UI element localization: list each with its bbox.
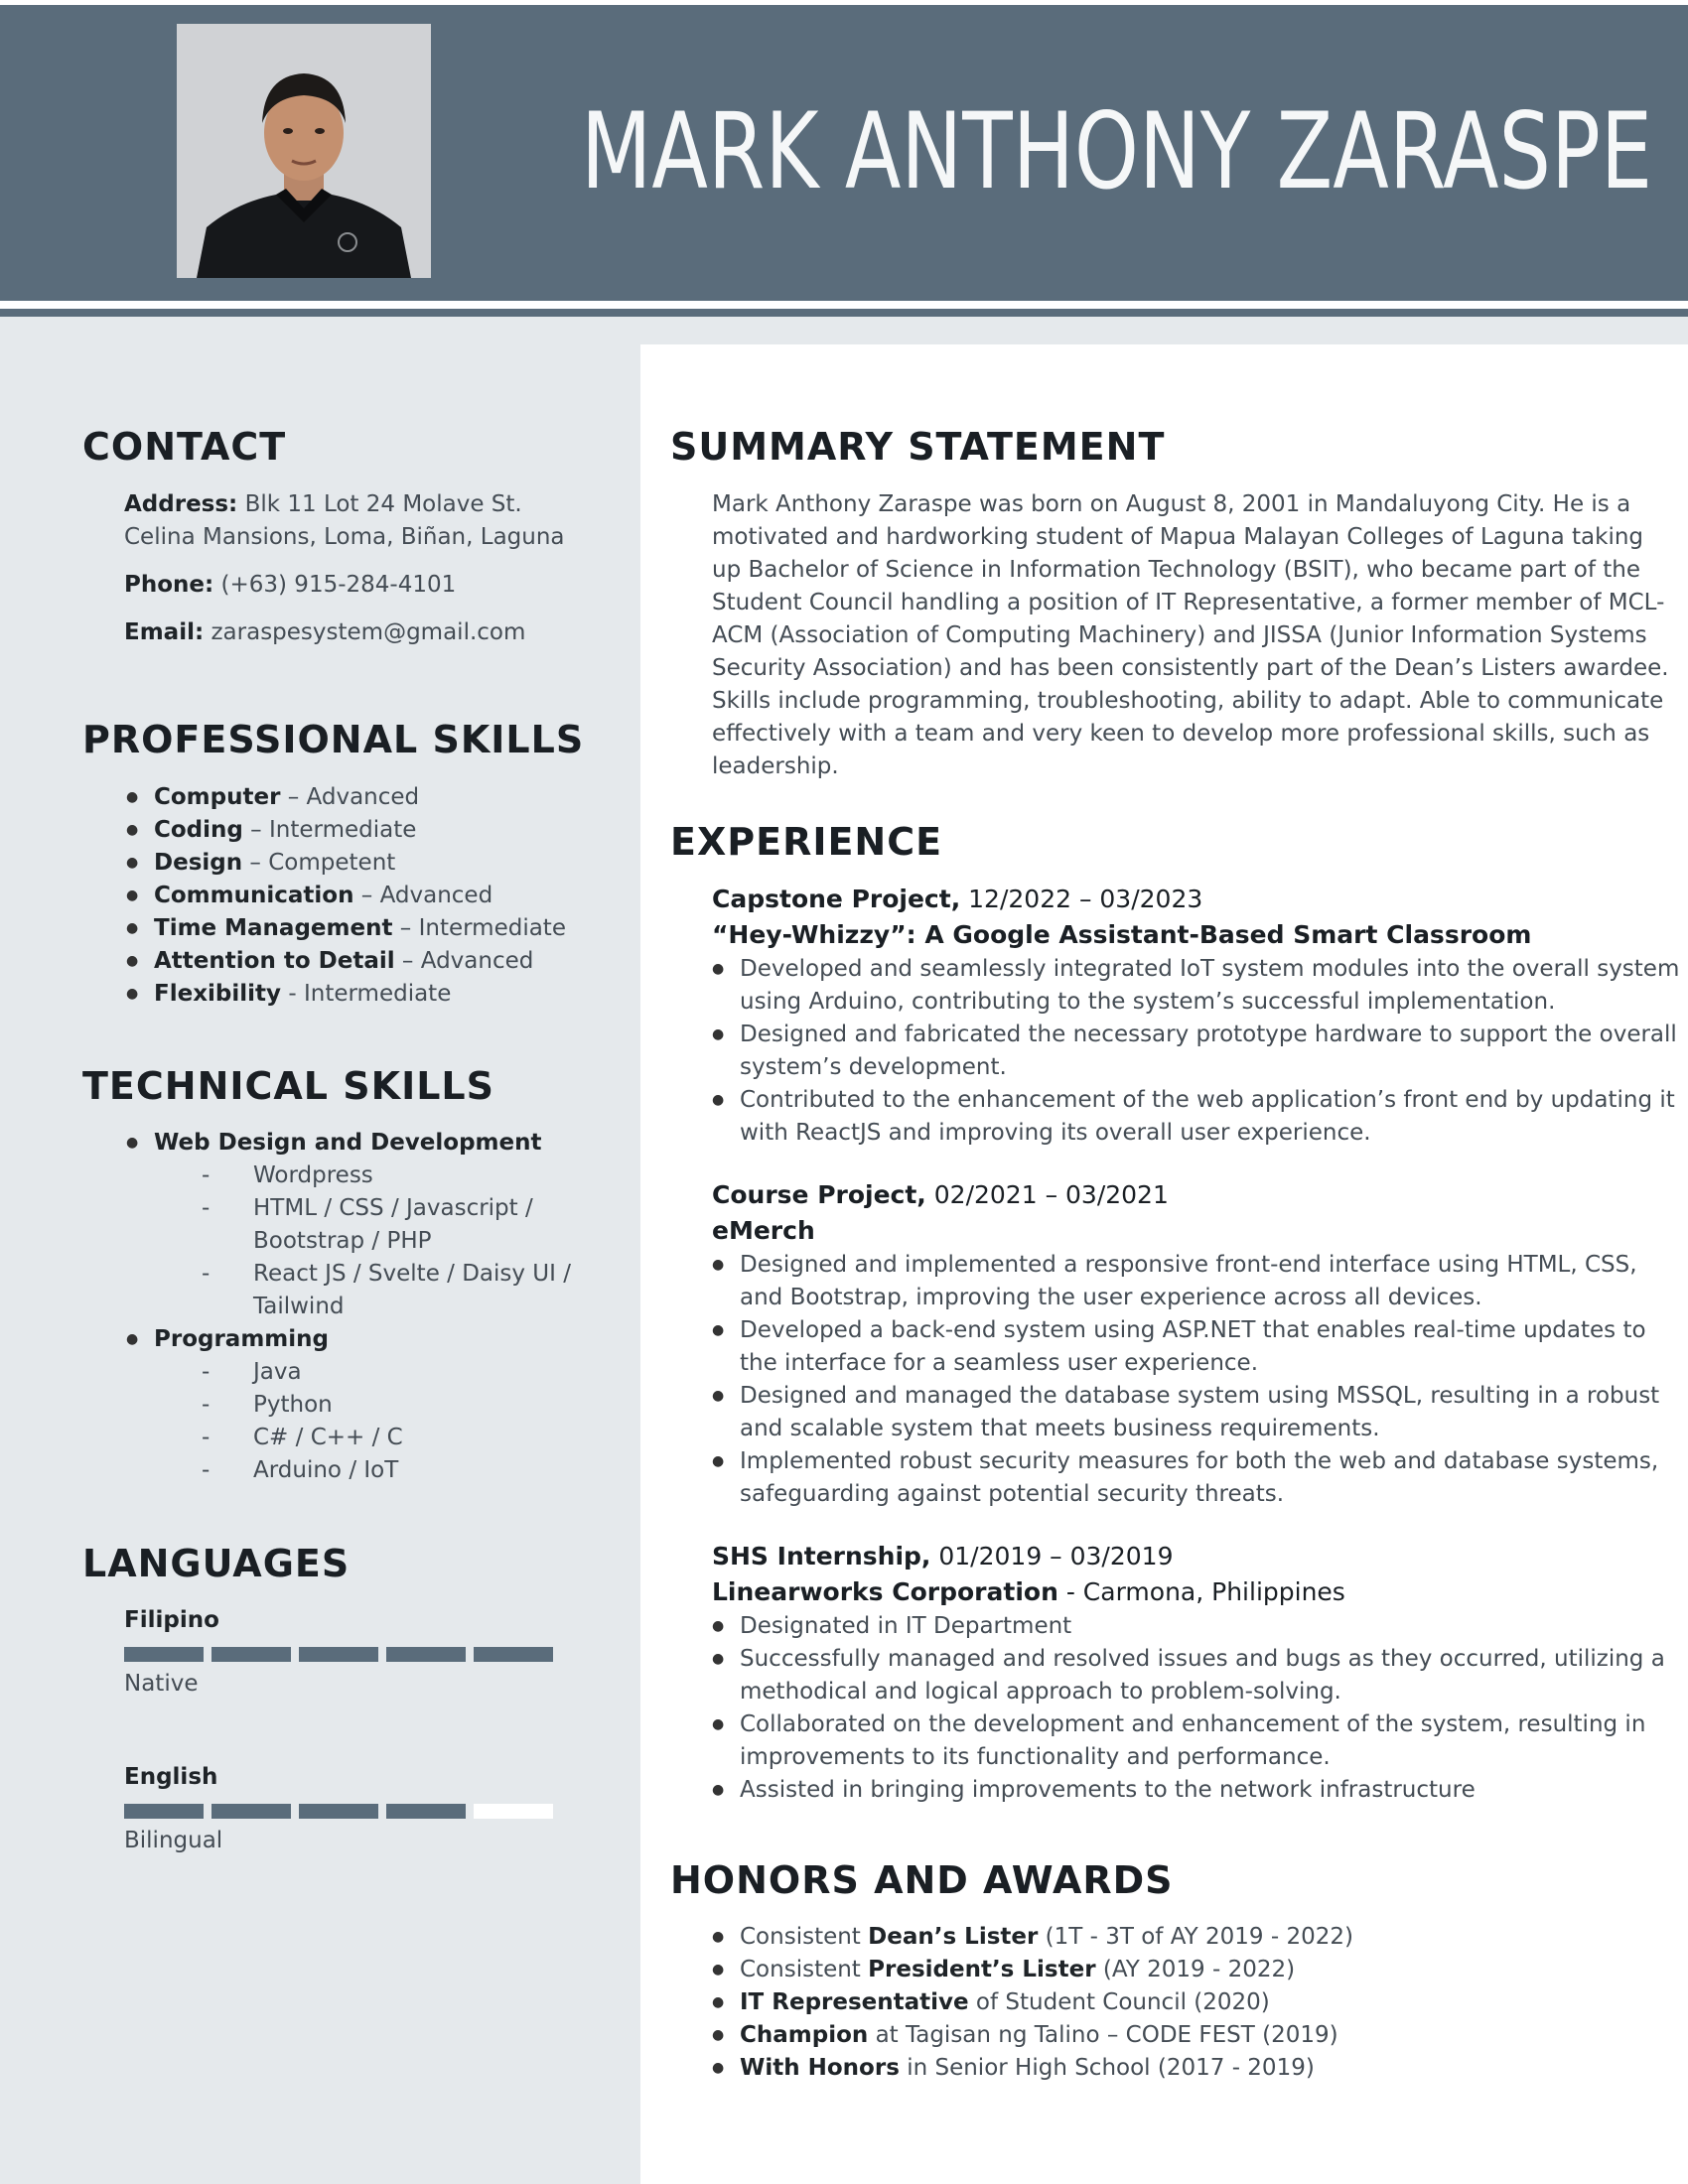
experience-bullet [712, 1019, 1677, 1084]
email-label: Email: [124, 619, 205, 645]
phone-value: (+63) 915-284-4101 [220, 572, 457, 598]
language-english [124, 1761, 217, 1794]
profile-photo [177, 24, 431, 278]
experience-role: Course Project, [712, 1180, 926, 1209]
skill-separator: – [280, 784, 307, 810]
languages-title: LANGUAGES [82, 1542, 351, 1585]
rating-segment [299, 1804, 378, 1819]
experience-bullet [712, 1708, 1665, 1774]
skill-level: Advanced [306, 784, 420, 810]
honors-title: HONORS AND AWARDS [670, 1858, 1174, 1902]
experience-role: Capstone Project, [712, 885, 961, 913]
technical-skill-item: - Java [126, 1356, 623, 1389]
phone [124, 569, 621, 602]
language-name: Filipino [124, 1607, 219, 1633]
bullet-line: the interface for a seamless user experience. [740, 1350, 1259, 1376]
honor-prefix: Consistent [740, 1924, 869, 1950]
bullet-line: ● Designed and implemented a responsive front-end interface using HTML, CSS, [740, 1252, 1637, 1278]
bullet-line: ● Designed and managed the database system using MSSQL, resulting in a robust [740, 1383, 1660, 1409]
technical-skill-item: - Arduino / IoT [126, 1454, 623, 1487]
skill-level: Intermediate [303, 981, 452, 1007]
experience-bullet [712, 953, 1680, 1019]
header-divider [0, 309, 1688, 317]
skill-name: Time Management [154, 915, 393, 941]
experience-org [712, 1574, 1665, 1610]
contact-section [124, 488, 621, 649]
candidate-name: MARK ANTHONY ZARASPE [581, 90, 1653, 212]
rating-segment [124, 1647, 204, 1662]
skill-name: Computer [154, 784, 281, 810]
skill-level: Intermediate [418, 915, 566, 941]
experience-heading [712, 1539, 1665, 1574]
professional-skills-title: PROFESSIONAL SKILLS [82, 718, 585, 761]
header-band [0, 317, 1688, 344]
bullet-line: ● Implemented robust security measures for both the web and database systems, [740, 1448, 1659, 1474]
professional-skill-item [126, 847, 623, 880]
professional-skill-item [126, 945, 623, 978]
skill-group-web-label: Web Design and Development [154, 1130, 542, 1156]
technical-skill-item: Bootstrap / PHP [253, 1228, 432, 1254]
technical-skill-item: - Wordpress [126, 1160, 623, 1192]
summary-line: Skills include programming, troubleshooting, ability to adapt. Able to communicate [712, 688, 1664, 714]
experience-org-name: Linearworks Corporation [712, 1577, 1058, 1606]
technical-skills-title: TECHNICAL SKILLS [82, 1064, 494, 1108]
skill-group-programming [126, 1323, 623, 1356]
experience-bullets [712, 1610, 1665, 1807]
professional-skills-list [126, 781, 623, 1011]
honor-item [712, 2019, 1665, 2052]
technical-skills-list [126, 1127, 623, 1487]
skill-name: Communication [154, 883, 354, 908]
experience-bullet [712, 1610, 1665, 1643]
email [124, 616, 621, 649]
experience-org-name: eMerch [712, 1216, 815, 1245]
experience-bullets [712, 1249, 1665, 1511]
contact-title: CONTACT [82, 425, 287, 469]
technical-skill-item: Tailwind [253, 1294, 345, 1319]
honor-item [712, 2052, 1665, 2085]
skill-separator: – [394, 948, 421, 974]
skill-separator: - [281, 981, 304, 1007]
summary-line: effectively with a team and very keen to develop more professional skills, such as [712, 721, 1650, 747]
honor-item [712, 1921, 1665, 1954]
professional-skill-item [126, 978, 623, 1011]
experience-title: EXPERIENCE [670, 820, 943, 864]
experience-heading [712, 1177, 1665, 1213]
honor-title: Champion [740, 2022, 869, 2048]
summary-line: up Bachelor of Science in Information Technology (BSIT), who became part of the [712, 557, 1640, 583]
skill-level: Competent [268, 850, 396, 876]
skill-name: Coding [154, 817, 243, 843]
bullet-line: safeguarding against potential security threats. [740, 1481, 1285, 1507]
skill-group-web [126, 1127, 623, 1160]
experience-entry [712, 882, 1680, 1150]
professional-skill-item [126, 814, 623, 847]
honor-detail: of Student Council (2020) [968, 1989, 1270, 2015]
honor-title: With Honors [740, 2055, 900, 2081]
honor-title: IT Representative [740, 1989, 969, 2015]
bullet-line: ● Developed and seamlessly integrated IoT system modules into the overall system [740, 956, 1680, 982]
experience-role: SHS Internship, [712, 1542, 931, 1570]
address-label: Address: [124, 491, 238, 517]
experience-bullet [712, 1774, 1665, 1807]
rating-segment [386, 1804, 466, 1819]
bullet-line: with ReactJS and improving its overall user experience. [740, 1120, 1371, 1146]
professional-skill-item [126, 912, 623, 945]
rating-segment [211, 1647, 291, 1662]
experience-bullet [712, 1643, 1665, 1708]
address [124, 488, 621, 521]
experience-bullet [712, 1380, 1665, 1445]
technical-skill-item: - HTML / CSS / Javascript / [126, 1192, 623, 1225]
experience-org-location: - Carmona, Philippines [1057, 1577, 1345, 1606]
honor-detail: at Tagisan ng Talino – CODE FEST (2019) [868, 2022, 1338, 2048]
language-filipino [124, 1604, 219, 1637]
bullet-line: ● Designed and fabricated the necessary prototype hardware to support the overall [740, 1022, 1677, 1047]
language-filipino-level: Native [124, 1671, 199, 1697]
skill-name: Flexibility [154, 981, 282, 1007]
skill-separator: – [392, 915, 419, 941]
bullet-line: ● Designated in IT Department [740, 1613, 1072, 1639]
address-line2: Celina Mansions, Loma, Biñan, Laguna [124, 524, 565, 550]
skill-name: Design [154, 850, 243, 876]
honor-detail: (AY 2019 - 2022) [1095, 1957, 1296, 1982]
honor-title: Dean’s Lister [868, 1924, 1039, 1950]
language-name: English [124, 1764, 218, 1790]
honor-detail: in Senior High School (2017 - 2019) [899, 2055, 1315, 2081]
skill-separator: – [242, 817, 269, 843]
skill-name: Attention to Detail [154, 948, 395, 974]
language-english-rating [124, 1804, 553, 1819]
bullet-line: ● Developed a back-end system using ASP.NET that enables real-time updates to [740, 1317, 1646, 1343]
bullet-line: and Bootstrap, improving the user experience across all devices. [740, 1285, 1482, 1310]
skill-separator: – [242, 850, 269, 876]
skill-group-programming-label: Programming [154, 1326, 329, 1352]
email-value: zaraspesystem@gmail.com [211, 619, 526, 645]
address-line1: Blk 11 Lot 24 Molave St. [244, 491, 522, 517]
rating-segment [386, 1647, 466, 1662]
professional-skill-item [126, 781, 623, 814]
summary-line: leadership. [712, 753, 839, 779]
summary-title: SUMMARY STATEMENT [670, 425, 1166, 469]
skill-level: Intermediate [269, 817, 417, 843]
bullet-line: and scalable system that meets business requirements. [740, 1416, 1380, 1441]
summary-line: Mark Anthony Zaraspe was born on August 8, 2001 in Mandaluyong City. He is a [712, 491, 1631, 517]
rating-segment [211, 1804, 291, 1819]
language-filipino-rating [124, 1647, 553, 1662]
experience-org [712, 917, 1665, 953]
experience-bullet [712, 1314, 1665, 1380]
bullet-line: system’s development. [740, 1054, 1007, 1080]
honor-item [712, 1954, 1665, 1986]
experience-heading [712, 882, 1665, 917]
rating-segment [299, 1647, 378, 1662]
honor-prefix: Consistent [740, 1957, 869, 1982]
summary-line: Security Association) and has been consistently part of the Dean’s Listers awardee. [712, 655, 1669, 681]
experience-bullets [712, 953, 1680, 1150]
honor-title: President’s Lister [868, 1957, 1096, 1982]
summary-line: Student Council handling a position of IT Representative, a former member of MCL- [712, 590, 1665, 615]
experience-bullet [712, 1445, 1665, 1511]
technical-skill-item: - React JS / Svelte / Daisy UI / [126, 1258, 623, 1291]
honors-list [712, 1921, 1665, 2085]
summary-line: ACM (Association of Computing Machinery) and JISSA (Junior Information Systems [712, 622, 1647, 648]
technical-skill-item: - Python [126, 1389, 623, 1422]
bullet-line: ● Successfully managed and resolved issues and bugs as they occurred, utilizing a [740, 1646, 1665, 1672]
experience-dates: 02/2021 – 03/2021 [925, 1180, 1169, 1209]
experience-list [712, 882, 1680, 1835]
technical-skill-item: - C# / C++ / C [126, 1422, 623, 1454]
experience-bullet [712, 1084, 1675, 1150]
skill-level: Advanced [379, 883, 493, 908]
bullet-line: methodical and logical approach to problem-solving. [740, 1679, 1341, 1705]
experience-dates: 12/2022 – 03/2023 [960, 885, 1203, 913]
rating-segment [474, 1647, 553, 1662]
experience-bullet [712, 1249, 1665, 1314]
skill-level: Advanced [420, 948, 534, 974]
honor-item [712, 1986, 1665, 2019]
experience-entry [712, 1177, 1665, 1511]
skill-separator: – [353, 883, 380, 908]
experience-dates: 01/2019 – 03/2019 [930, 1542, 1174, 1570]
bullet-line: improvements to its functionality and performance. [740, 1744, 1331, 1770]
experience-org [712, 1213, 1665, 1249]
language-english-level: Bilingual [124, 1828, 223, 1853]
bullet-line: using Arduino, contributing to the system’s successful implementation. [740, 989, 1556, 1015]
bullet-line: ● Contributed to the enhancement of the web application’s front end by updating it [740, 1087, 1675, 1113]
summary-line: motivated and hardworking student of Mapua Malayan Colleges of Laguna taking [712, 524, 1644, 550]
rating-segment [474, 1804, 553, 1819]
professional-skill-item [126, 880, 623, 912]
bullet-line: ● Assisted in bringing improvements to the network infrastructure [740, 1777, 1476, 1803]
experience-org-name: “Hey-Whizzy”: A Google Assistant-Based Smart Classroom [712, 920, 1532, 949]
honor-detail: (1T - 3T of AY 2019 - 2022) [1038, 1924, 1353, 1950]
summary-text [712, 488, 1669, 783]
phone-label: Phone: [124, 572, 214, 598]
rating-segment [124, 1804, 204, 1819]
experience-entry [712, 1539, 1665, 1807]
bullet-line: ● Collaborated on the development and enhancement of the system, resulting in [740, 1711, 1646, 1737]
